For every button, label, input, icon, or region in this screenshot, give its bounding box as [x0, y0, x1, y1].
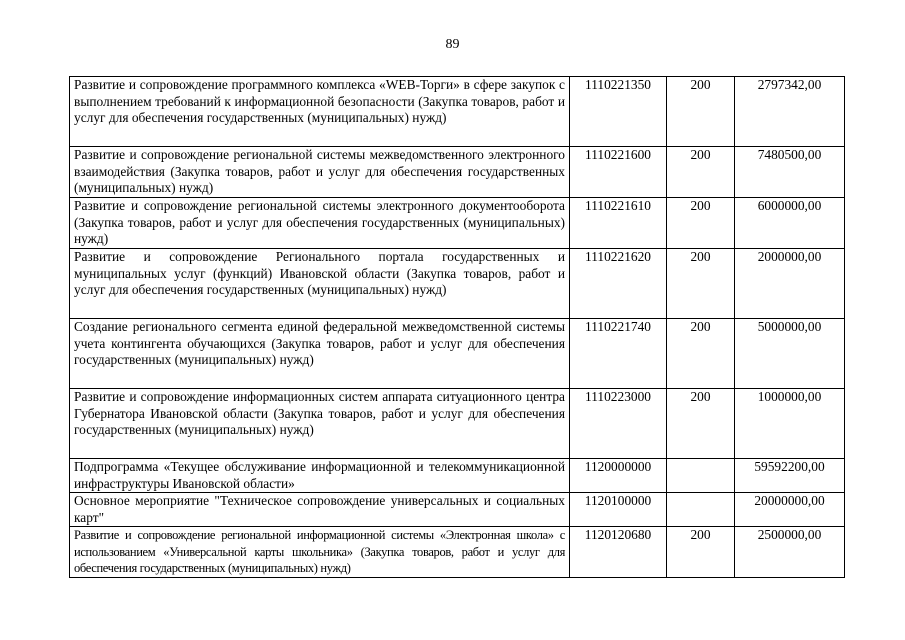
row-description: Подпрограмма «Текущее обслуживание информационной и телекоммуникационной инфраструктуры Ивановской области» — [70, 459, 570, 493]
row-amount: 2500000,00 — [735, 527, 845, 578]
row-expense-type: 200 — [667, 77, 735, 147]
row-target-code: 1110221600 — [570, 147, 667, 198]
row-description: Развитие и сопровождение региональной системы межведомственного электронного взаимодействия (Закупка товаров, работ и услуг для обеспечения государственных (муниципальных) нужд) — [70, 147, 570, 198]
table-row — [70, 249, 845, 319]
row-target-code: 1110221610 — [570, 198, 667, 249]
row-target-code: 1120100000 — [570, 493, 667, 527]
row-amount: 2797342,00 — [735, 77, 845, 147]
row-description: Развитие и сопровождение информационных систем аппарата ситуационного центра Губернатора Ивановской области (Закупка товаров, работ и услуг для обеспечения государственных (муниципальных) нужд) — [70, 389, 570, 459]
table-row — [70, 198, 845, 249]
budget-table — [69, 76, 845, 578]
row-target-code: 1120000000 — [570, 459, 667, 493]
row-target-code: 1110221350 — [570, 77, 667, 147]
page-number: 89 — [445, 37, 460, 52]
table-row — [70, 77, 845, 147]
row-expense-type: 200 — [667, 249, 735, 319]
row-description: Развитие и сопровождение региональной информационной системы «Электронная школа» с использованием «Универсальной карты школьника» (Закупка товаров, работ и услуг для обеспечения государственных (муниципальных) нужд) — [70, 527, 570, 578]
row-expense-type — [667, 493, 735, 527]
row-description: Развитие и сопровождение региональной системы электронного документооборота (Закупка товаров, работ и услуг для обеспечения государственных (муниципальных) нужд) — [70, 198, 570, 249]
row-expense-type — [667, 459, 735, 493]
table-row — [70, 389, 845, 459]
table-row — [70, 527, 845, 578]
row-target-code: 1120120680 — [570, 527, 667, 578]
table-row — [70, 147, 845, 198]
row-expense-type: 200 — [667, 527, 735, 578]
row-description: Основное мероприятие "Техническое сопровождение универсальных и социальных карт" — [70, 493, 570, 527]
table-row — [70, 459, 845, 493]
row-amount: 5000000,00 — [735, 319, 845, 389]
row-amount: 20000000,00 — [735, 493, 845, 527]
row-amount: 6000000,00 — [735, 198, 845, 249]
row-expense-type: 200 — [667, 389, 735, 459]
row-target-code: 1110223000 — [570, 389, 667, 459]
row-amount: 59592200,00 — [735, 459, 845, 493]
row-amount: 1000000,00 — [735, 389, 845, 459]
row-target-code: 1110221620 — [570, 249, 667, 319]
row-description: Развитие и сопровождение Регионального портала государственных и муниципальных услуг (функций) Ивановской области (Закупка товаров, работ и услуг для обеспечения государственных (муниципальных) нужд) — [70, 249, 570, 319]
row-target-code: 1110221740 — [570, 319, 667, 389]
table-row — [70, 319, 845, 389]
row-expense-type: 200 — [667, 319, 735, 389]
row-amount: 2000000,00 — [735, 249, 845, 319]
row-amount: 7480500,00 — [735, 147, 845, 198]
row-expense-type: 200 — [667, 147, 735, 198]
row-description: Создание регионального сегмента единой федеральной межведомственной системы учета контингента обучающихся (Закупка товаров, работ и услуг для обеспечения государственных (муниципальных) нужд) — [70, 319, 570, 389]
row-description: Развитие и сопровождение программного комплекса «WEB-Торги» в сфере закупок с выполнением требований к информационной безопасности (Закупка товаров, работ и услуг для обеспечения государственных (муниципальных) нужд) — [70, 77, 570, 147]
table-row — [70, 493, 845, 527]
row-expense-type: 200 — [667, 198, 735, 249]
